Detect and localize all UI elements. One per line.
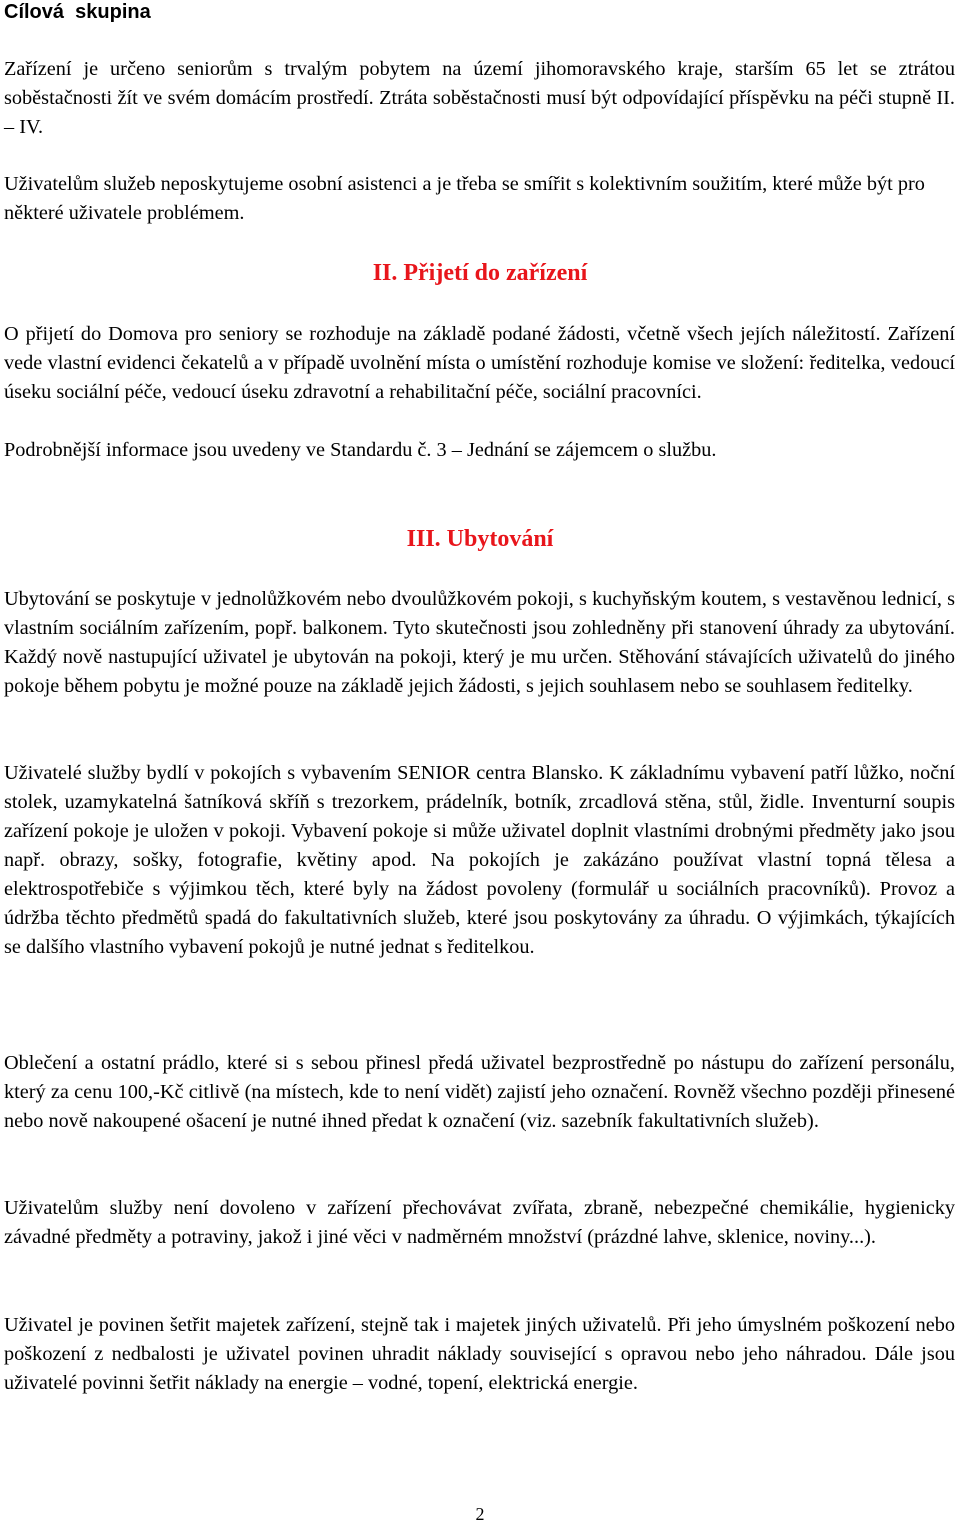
paragraph-personal-assistance: Uživatelům služeb neposkytujeme osobní asistenci a je třeba se smířit s kolektivním soužitím, které může být pro některé uživatele problémem. (4, 173, 925, 224)
paragraph-accommodation: Ubytování se poskytuje v jednolůžkovém nebo dvoulůžkovém pokoji, s kuchyňským koutem, s vestavěnou lednicí, s vlastním sociálním zařízením, popř. balkonem. Tyto skutečnosti jsou zohledněny při stanovení úhrady za ubytování. Každý nově nastupující uživatel je ubytován na pokoji, který je mu určen. Stěhování stávajících uživatelů do jiného pokoje během pobytu je možné pouze na základě jejich žádosti, s jejich souhlasem nebo se souhlasem ředitelky. (4, 588, 955, 697)
paragraph-property-care: Uživatel je povinen šetřit majetek zařízení, stejně tak i majetek jiných uživatelů. Při jeho úmyslném poškození nebo poškození z nedbalosti je uživatel povinen uhradit náklady související s opravou nebo jeho náhradou. Dále jsou uživatelé povinni šetřit náklady na energie – vodné, topení, elektrická energie. (4, 1314, 955, 1394)
section-title-accommodation: III. Ubytování (406, 526, 554, 552)
paragraph-admission: O přijetí do Domova pro seniory se rozhoduje na základě podané žádosti, včetně všech jejích náležitostí. Zařízení vede vlastní evidenci čekatelů a v případě uvolnění místa o umístění rozhoduje komise ve složení: ředitelka, vedoucí úseku sociální péče, vedoucí úseku zdravotní a rehabilitační péče, sociální pracovníci. (4, 323, 955, 403)
paragraph-standard-reference: Podrobnější informace jsou uvedeny ve Standardu č. 3 – Jednání se zájemcem o službu. (4, 439, 717, 461)
paragraph-prohibited-items: Uživatelům služby není dovoleno v zařízení přechovávat zvířata, zbraně, nebezpečné chemikálie, hygienicky závadné předměty a potraviny, jakož i jiné věci v nadměrném množství (prázdné lahve, sklenice, noviny...). (4, 1197, 955, 1248)
paragraph-room-equipment: Uživatelé služby bydlí v pokojích s vybavením SENIOR centra Blansko. K základnímu vybavení patří lůžko, noční stolek, uzamykatelná šatníková skříň s trezorkem, prádelník, botník, zrcadlová stěna, stůl, židle. Inventurní soupis zařízení pokoje je uložen v pokoji. Vybavení pokoje si může uživatel doplnit vlastními drobnými předměty jako jsou např. obrazy, sošky, fotografie, květiny apod. Na pokojích je zakázáno používat vlastní topná tělesa a elektrospotřebiče s výjimkou těch, které byly na žádost povoleny (formulář u sociálních pracovníků). Provoz a údržba těchto předmětů spadá do fakultativních služeb, které jsou poskytovány za úhradu. O výjimkách, týkajících se dalšího vlastního vybavení pokojů je nutné jednat s ředitelkou. (4, 762, 955, 958)
paragraph-clothing: Oblečení a ostatní prádlo, které si s sebou přinesl předá uživatel bezprostředně po nástupu do zařízení personálu, který za cenu 100,-Kč citlivě (na místech, kde to není vidět) zajistí jeho označení. Rovněž všechno později přinesené nebo nově nakoupené ošacení je nutné ihned předat k označení (viz. sazebník fakultativních služeb). (4, 1052, 955, 1132)
page-number: 2 (475, 1504, 485, 1524)
section-title-admission: II. Přijetí do zařízení (372, 260, 588, 286)
paragraph-target-group: Zařízení je určeno seniorům s trvalým pobytem na území jihomoravského kraje, starším 65 let se ztrátou soběstačnosti žít ve svém domácím prostředí. Ztráta soběstačnosti musí být odpovídající příspěvku na péči stupně II. – IV. (4, 58, 955, 138)
heading-target-group: Cílová skupina (4, 1, 151, 23)
